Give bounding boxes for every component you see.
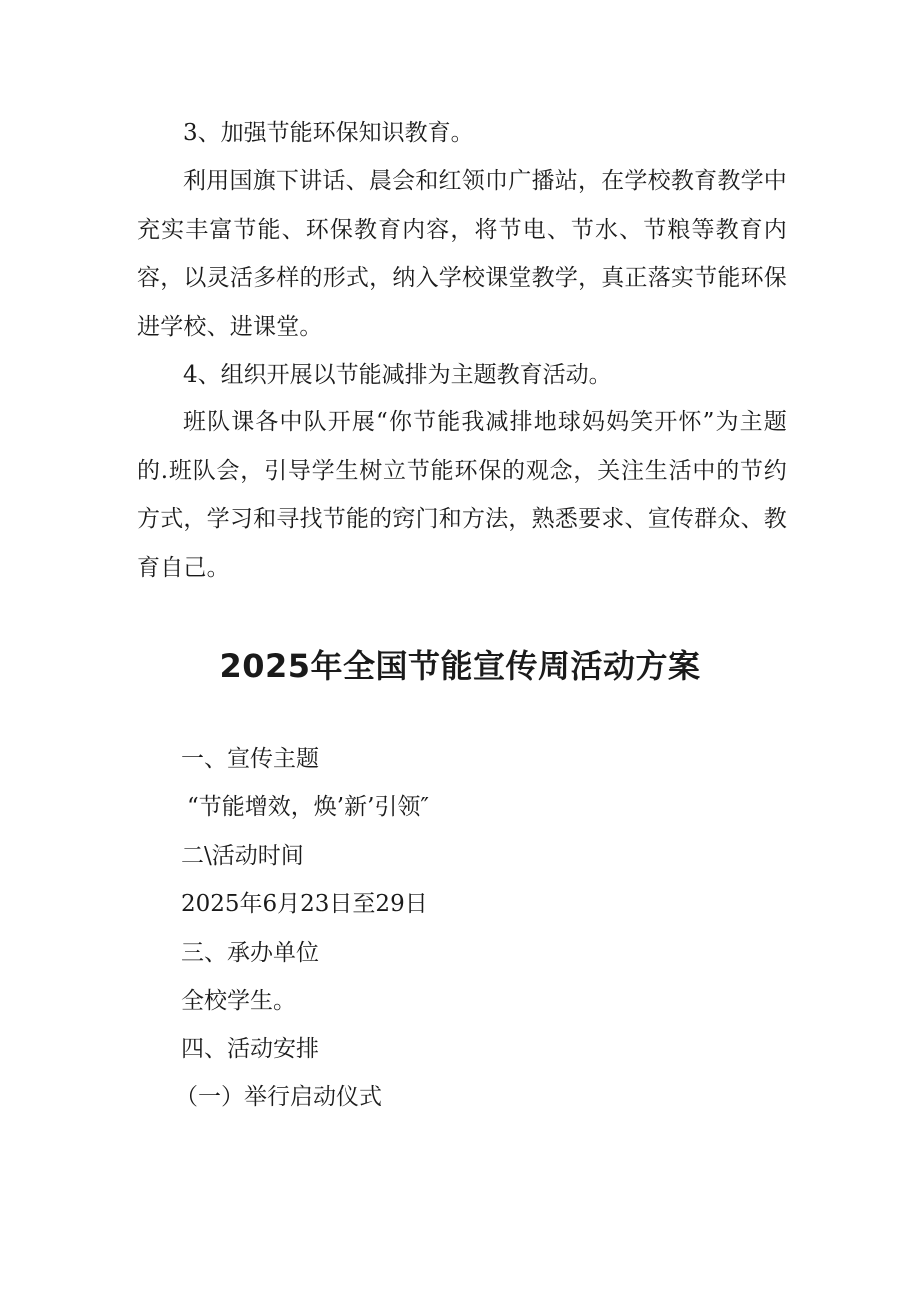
section-paragraph-3: 利用国旗下讲话、晨会和红领巾广播站，在学校教育教学中充实丰富节能、环保教育内容，将节电、节水、节粮等教育内容，以灵活多样的形式，纳入学校课堂教学，真正落实节能环保进学校、进课堂。 [137, 168, 787, 341]
theme-text: “节能增效，焕’新’引领″ [187, 794, 429, 820]
document-title: 2025年全国节能宣传周活动方案 [219, 647, 701, 685]
time-heading: 二\活动时间 [181, 843, 304, 869]
section-heading-3: 3、加强节能环保知识教育。 [183, 120, 474, 146]
organizer-text: 全校学生。 [181, 988, 296, 1014]
arrangement-subheading: （一）举行启动仪式 [175, 1084, 382, 1110]
arrangement-heading: 四、活动安排 [181, 1036, 319, 1062]
time-text: 2025年6月23日至29日 [181, 891, 428, 917]
theme-heading: 一、宣传主题 [181, 746, 319, 772]
section-paragraph-4: 班队课各中队开展“你节能我减排地球妈妈笑开怀”为主题的.班队会，引导学生树立节能环保的观念，关注生活中的节约方式，学习和寻找节能的窍门和方法，熟悉要求、宣传群众、教育自己。 [137, 409, 787, 582]
organizer-heading: 三、承办单位 [181, 940, 319, 966]
section-heading-4: 4、组织开展以节能减排为主题教育活动。 [183, 362, 612, 388]
